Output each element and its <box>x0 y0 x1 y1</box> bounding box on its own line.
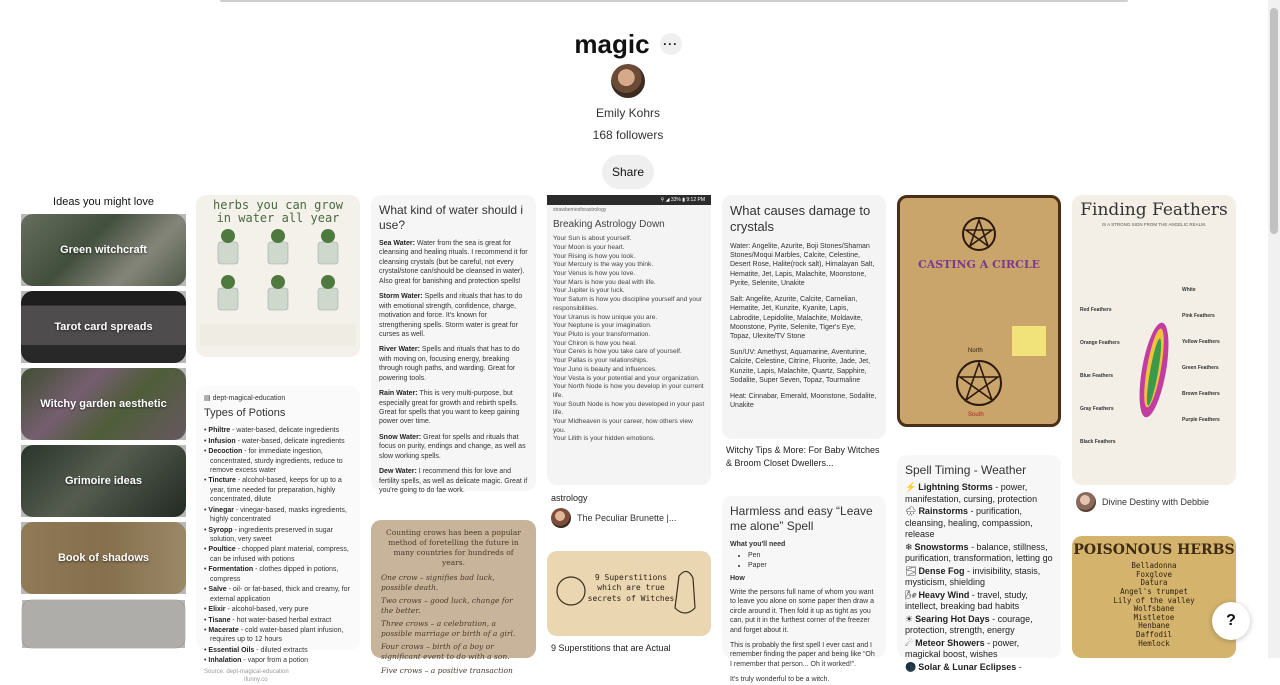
potion-entry <box>204 545 352 564</box>
south-label: South <box>968 412 984 418</box>
pin-caption[interactable]: 9 Superstitions that are Actual <box>551 643 671 653</box>
bullet: • <box>204 427 209 435</box>
pentagram-illustration <box>900 198 1058 424</box>
idea-book-of-shadows[interactable] <box>21 522 186 594</box>
crystal-paragraph: Salt: Angelite, Azurite, Calcite, Carnelian, Hematite, Jet, Kunzite, Kyanite, Lapis, Labrodite, Lepidolite, Malachite, Moldavite, Moonstone, Pyrite, Selenite, Tiger's Eye, Topaz, Ulexite/TV Stone <box>730 295 863 341</box>
weather-list <box>905 482 1053 673</box>
bullet: • <box>204 477 209 485</box>
potion-desc: - clothes dipped in potions, compress <box>210 566 339 583</box>
pin-counting-crows[interactable] <box>371 520 536 675</box>
water-entry <box>379 239 528 286</box>
feather-label: Orange Feathers <box>1080 340 1120 346</box>
water-entry-text: Spells and rituals that has to do with emotional strength, confidence, charge, motivation and force. It's known for strengthening spells. Storm water is great for curses as well. <box>379 293 523 338</box>
water-entry-name: Storm Water: <box>379 293 423 301</box>
pin-title: Breaking Astrology Down <box>553 218 665 230</box>
potion-desc: - alcohol-based, very pure <box>225 606 309 614</box>
bullet: • <box>204 448 209 456</box>
feather-label: White <box>1182 287 1196 293</box>
pin-title: Finding Feathers <box>1080 200 1228 220</box>
more-options-button[interactable]: ··· <box>660 33 682 55</box>
weather-icon: 🌬 <box>905 589 917 600</box>
pin-source: strawberriesforastrology <box>553 207 607 213</box>
idea-green-witchcraft[interactable] <box>21 214 186 286</box>
pin-author[interactable]: Divine Destiny with Debbie <box>1076 492 1209 512</box>
idea-label: Book of shadows <box>57 552 150 564</box>
bullet: • <box>204 566 209 574</box>
potion-name: Macerate <box>208 626 239 634</box>
bullet: • <box>204 526 209 534</box>
potion-desc: - hot water-based herbal extract <box>230 616 332 624</box>
water-entry <box>379 389 528 427</box>
potion-desc: - oil- or fat-based, thick and creamy, for external application <box>210 586 350 603</box>
crow-line: One crow – signifies bad luck, possible death. <box>381 572 495 592</box>
potion-entry <box>204 656 352 665</box>
weather-icon: ❄ <box>905 541 913 552</box>
poison-herb: Belladonna <box>1131 561 1177 570</box>
owner-avatar[interactable] <box>611 64 645 98</box>
poison-herb: Daffodil <box>1135 630 1173 639</box>
water-entry <box>379 433 528 461</box>
weather-entry <box>905 590 1053 613</box>
idea-label: Green witchcraft <box>60 244 147 256</box>
potion-entry <box>204 506 352 525</box>
crows-list <box>381 573 526 676</box>
poison-herb: Mistletoe <box>1133 612 1175 622</box>
potion-name: Essential Oils <box>208 646 255 654</box>
water-entry-name: Snow Water: <box>379 433 422 441</box>
potion-desc: - chopped plant material, compress, can be infused with potions <box>210 546 349 563</box>
poison-herb: Lily of the valley <box>1113 595 1195 605</box>
feather-label: Blue Feathers <box>1080 373 1114 379</box>
potions-list <box>204 426 352 666</box>
astro-line: Your Mars is how you deal with life. <box>553 278 656 286</box>
crow-line: Four crows – birth of a boy or significant event to do with a son. <box>381 642 510 662</box>
pin-footer: Source: dept-magical-education ifunny.co <box>204 668 289 683</box>
followers-count[interactable]: 168 followers <box>592 128 664 142</box>
spell-how-heading: How <box>730 575 745 583</box>
crystal-paragraph: Heat: Cinnabar, Emerald, Moonstone, Sodalite, Unakite <box>730 392 877 410</box>
pin-crystal-damage[interactable] <box>722 195 886 439</box>
astro-line: Your South Node is how you developed in your past life. <box>553 400 705 417</box>
document-icon: ▤ <box>204 395 213 402</box>
weather-desc: - courage, protection, strength, energy <box>905 613 1033 636</box>
poison-herb: Hemlock <box>1138 638 1170 648</box>
potion-name: Philtre <box>208 427 231 435</box>
weather-entry <box>905 614 1053 637</box>
astro-line: Your Jupiter is your luck. <box>553 287 625 295</box>
pin-author[interactable]: The Peculiar Brunette |... <box>551 508 676 528</box>
potion-entry <box>204 426 352 435</box>
feather-label: Purple Feathers <box>1182 417 1220 423</box>
weather-desc: - power, manifestation, cursing, protection <box>905 482 1038 504</box>
weather-icon: 🌑 <box>905 661 917 672</box>
weather-icon: 🌧 <box>905 506 917 517</box>
idea-witchy-garden[interactable] <box>21 368 186 440</box>
weather-icon: ☀ <box>905 613 914 624</box>
potion-desc: - water-based, delicate ingredients <box>230 427 340 435</box>
water-entry-text: This is very multi-purpose, but especially great for growth and rebirth spells. Great for spells that you want to keep gaining power over time. <box>379 390 520 426</box>
north-label: North <box>968 348 983 354</box>
spell-need-item: • Pen <box>748 551 878 560</box>
idea-label: Tarot card spreads <box>54 321 153 333</box>
crystal-paragraph: Water: Angelite, Azurite, Boji Stones/Shaman Stones/Moqui Marbles, Calcite, Celestine, Desert Rose, Halite(rock salt), Himalayan Salt, Hematite, Jet, Lapis, Malachite, Moonstone, Pyrite, Selenite, Unakite <box>730 242 875 288</box>
pin-title: Types of Potions <box>204 407 286 420</box>
astro-line: Your Venus is how you love. <box>553 270 636 278</box>
potion-name: Elixir <box>208 606 226 614</box>
crystal-paragraph: Sun/UV: Amethyst, Aquamarine, Aventurine, Calcite, Celestine, Citrine, Fluorite, Jade, Jet, Kunzite, Lapis, Malachite, Quartz, Sapphire, Sodalite, Super Seven, Topaz, Tourmaline <box>730 348 871 385</box>
potion-name: Poultice <box>208 546 236 554</box>
spell-paragraph: It's truly wonderful to be a witch. <box>730 676 830 684</box>
board-title: magic <box>574 28 650 59</box>
potion-entry <box>204 447 352 475</box>
pin-nine-superstitions[interactable] <box>547 551 711 636</box>
astro-line: Your Midheaven is your career, how others view you. <box>553 418 693 434</box>
potion-desc: - water-based, delicate ingredients <box>235 437 345 445</box>
idea-label: Grimoire ideas <box>64 475 143 487</box>
idea-palm-reading[interactable] <box>21 599 186 649</box>
pin-herbs-in-water[interactable] <box>196 195 360 357</box>
potion-desc: - vapor from a potion <box>241 657 308 665</box>
astro-line: Your Uranus is how unique you are. <box>553 313 658 321</box>
pin-leave-me-alone-spell[interactable] <box>722 496 886 684</box>
potion-entry <box>204 585 352 604</box>
weather-name: Dense Fog <box>918 565 965 576</box>
poison-list <box>1072 562 1236 648</box>
weather-entry <box>905 482 1053 505</box>
astro-line: Your Juno is beauty and influences. <box>553 365 657 373</box>
astro-line: Your Chiron is how you heal. <box>553 339 637 347</box>
potion-entry <box>204 526 352 545</box>
idea-grimoire[interactable] <box>21 445 186 517</box>
water-entry <box>379 292 528 339</box>
pin-finding-feathers[interactable] <box>1072 195 1236 485</box>
idea-tarot-card-spreads[interactable] <box>21 291 186 363</box>
weather-name: Meteor Showers <box>915 637 985 648</box>
feather-label: Green Feathers <box>1182 365 1219 371</box>
potion-desc: - alcohol-based, keeps for up to a year, time needed for preparation, highly concentrated, dilute <box>210 477 342 504</box>
astro-line: Your Rising is how you look. <box>553 252 636 260</box>
weather-name: Searing Hot Days <box>915 613 990 624</box>
pin-subtitle: IS A STRONG SIGN FROM THE ANGELIC REALM. <box>1101 222 1207 227</box>
water-entry-name: Sea Water: <box>379 240 415 247</box>
pin-breaking-astrology[interactable] <box>547 195 711 485</box>
potion-entry <box>204 616 352 625</box>
poison-herb: Foxglove <box>1135 569 1173 579</box>
share-button[interactable]: Share <box>602 155 654 189</box>
author-avatar <box>551 508 571 528</box>
weather-entry <box>905 506 1053 541</box>
pin-types-of-potions[interactable] <box>196 386 360 683</box>
feather-label: Black Feathers <box>1080 439 1116 445</box>
water-entry-text: Spells and rituals that has to do with moving on, focusing energy, breaking through rough paths, and warding. Great for powering tools. <box>379 346 520 382</box>
potion-desc: - diluted extracts <box>254 646 308 654</box>
bullet: • <box>204 437 209 445</box>
water-list <box>379 239 528 496</box>
water-entry-name: Dew Water: <box>379 468 417 476</box>
spell-need-item: • Paper <box>748 561 878 570</box>
herb-jars-illustration <box>196 228 360 348</box>
astro-line: Your Sun is about yourself. <box>553 235 632 243</box>
poison-herb: Henbane <box>1138 621 1170 631</box>
potion-entry <box>204 605 352 614</box>
water-entry <box>379 345 528 383</box>
bullet: • <box>204 646 209 654</box>
ideas-heading: Ideas you might love <box>53 196 154 208</box>
poison-herb: Wolfsbane <box>1133 604 1175 614</box>
crow-line: Two crows – good luck, change for the better. <box>381 595 513 615</box>
scrollbar[interactable] <box>1268 0 1280 658</box>
bullet: • <box>204 616 209 624</box>
crow-line: Five crows – a positive transaction <box>381 665 513 675</box>
weather-name: Heavy Wind <box>918 589 970 600</box>
astro-line: Your Neptune is your imagination. <box>553 322 652 330</box>
feather-label: Gray Feathers <box>1080 406 1114 412</box>
feathers-right-list <box>1182 287 1232 443</box>
potion-desc: - vinegar-based, masks ingredients, highly concentrated <box>210 506 347 524</box>
weather-name: Solar & Lunar Eclipses <box>918 661 1017 672</box>
potion-name: Salve <box>208 586 227 594</box>
pin-title: What causes damage to crystals <box>730 203 871 235</box>
weather-desc: - travel, study, intellect, breaking bad habits <box>905 589 1028 612</box>
pin-poisonous-herbs[interactable] <box>1072 536 1236 658</box>
ideas-panel <box>21 196 186 654</box>
author-avatar <box>1076 492 1096 512</box>
scrollbar-thumb[interactable] <box>1270 8 1278 234</box>
weather-entry <box>905 542 1053 565</box>
water-entry-text: Water from the sea is great for cleansing and healing rituals. I recommend it for cleansing crystals (but be careful, not every crystal/stone can/should be cleansed in water). Also great for banishing and protection spells! <box>379 240 528 285</box>
astro-line: Your Saturn is how you discipline yourself and your responsibilities. <box>553 296 702 312</box>
water-entry-text: Great for spells and rituals that focus on purity, endings and change, as well as slow working spells. <box>379 433 526 460</box>
astro-line: Your Mercury is the way you think. <box>553 261 654 269</box>
potion-entry <box>204 476 352 504</box>
pin-title: Spell Timing - Weather <box>905 463 1027 477</box>
astro-list <box>547 235 711 444</box>
feather-label: Pink Feathers <box>1182 313 1215 319</box>
spell-needs-list <box>730 551 878 570</box>
weather-desc: - balance, stillness, purification, transformation, letting go <box>905 541 1053 564</box>
weather-desc: - invisibility, stasis, mysticism, shielding <box>905 565 1041 588</box>
water-entry-name: River Water: <box>379 346 420 354</box>
potion-entry <box>204 646 352 655</box>
pin-caption[interactable]: Witchy Tips & More: For Baby Witches & Broom Closet Dwellers... <box>726 445 880 468</box>
bullet: • <box>204 586 209 594</box>
idea-label: Witchy garden aesthetic <box>40 398 167 410</box>
spell-paragraph: This is probably the first spell I ever cast and I remember finding the paper and being like “Oh I remember that person... Oh it worked!”. <box>730 641 875 668</box>
pin-title: What kind of water should i use? <box>379 203 524 232</box>
potion-name: Tincture <box>208 477 236 485</box>
weather-icon: ⚡ <box>905 482 917 492</box>
pin-spell-timing-weather[interactable] <box>897 455 1061 672</box>
astro-line: Your North Node is how you develop in your current life. <box>553 383 704 399</box>
astro-line: Your Moon is your heart. <box>553 243 625 251</box>
potion-desc: - for immediate ingestion, concentrated, sturdy ingredients, reduce to remove excess water <box>210 448 343 474</box>
water-entry <box>379 467 528 495</box>
poison-herb: Angel's trumpet <box>1120 586 1188 596</box>
crows-intro: Counting crows has been a popular method of foretelling the future in many countries for hundreds of years. <box>386 528 521 568</box>
potion-name: Decoction <box>208 448 243 456</box>
weather-desc: - <box>1016 661 1022 672</box>
feather-label: Yellow Feathers <box>1182 339 1220 345</box>
spell-paragraph: Write the persons full name of whom you want to leave you alone on some paper then draw a circle around it. Then fold it up as tight as you can, put it in the furthest corner of the freezer and forget about it. <box>730 588 874 634</box>
pin-caption[interactable]: astrology <box>551 493 588 503</box>
pin-title: herbs you can grow in water all year <box>212 198 344 225</box>
pin-title: Harmless and easy “Leave me alone” Spell <box>730 504 873 533</box>
weather-name: Snowstorms <box>914 541 969 552</box>
water-entry-name: Rain Water: <box>379 390 418 398</box>
feathers-left-list <box>1080 307 1136 472</box>
weather-icon: ☄ <box>905 637 914 648</box>
potion-desc: - cold water-based plant infusion, requires up to 12 hours <box>210 626 344 644</box>
astro-line: Your Vesta is your potential and your organization. <box>553 374 700 382</box>
weather-icon: 🌫 <box>905 565 917 576</box>
feather-label: Brown Feathers <box>1182 391 1220 397</box>
bullet: • <box>204 506 209 514</box>
potion-entry <box>204 437 352 446</box>
weather-desc: - power, magickal boost, wishes <box>905 637 1020 660</box>
potion-name: Syropp <box>208 526 233 534</box>
pin-casting-a-circle[interactable] <box>897 195 1061 427</box>
poison-herb: Datura <box>1140 578 1168 588</box>
astro-line: Your Pallas is your relationships. <box>553 357 649 365</box>
potion-name: Vinegar <box>208 506 234 514</box>
potion-desc: - ingredients preserved in sugar solution, very sweet <box>210 526 333 543</box>
bullet: • <box>204 546 209 554</box>
feather-label: Red Feathers <box>1080 307 1112 313</box>
owner-name[interactable]: Emily Kohrs <box>595 106 660 120</box>
bullet: • <box>204 606 209 614</box>
potion-entry <box>204 626 352 645</box>
pin-title: CASTING A CIRCLE <box>917 258 1041 271</box>
pin-title: POISONOUS HERBS <box>1073 542 1235 558</box>
phone-status-bar: ⚲ ◢ 33% ▮ 9:12 PM <box>547 195 711 205</box>
potion-name: Formentation <box>208 566 254 574</box>
potion-entry <box>204 565 352 584</box>
pin-water-types[interactable] <box>371 195 536 495</box>
astro-line: Your Lilith is your hidden emotions. <box>553 435 656 443</box>
weather-name: Lightning Storms <box>918 482 993 492</box>
water-entry-text: I recommend this for love and fertility spells, as well as delicate magic. Great if you're going to do fae work. <box>379 468 528 495</box>
help-button[interactable]: ? <box>1212 602 1250 640</box>
bullet: • <box>204 657 209 665</box>
potion-name: Infusion <box>208 437 236 445</box>
pin-source: ▤ dept-magical-education <box>204 395 286 402</box>
spell-need-heading: What you'll need <box>730 541 786 548</box>
weather-entry <box>905 566 1053 589</box>
crystal-list <box>730 242 878 411</box>
weather-name: Rainstorms <box>918 506 968 517</box>
astro-line: Your Ceres is how you take care of yourself. <box>553 348 682 356</box>
board-header <box>0 24 1256 189</box>
potion-name: Inhalation <box>208 657 242 665</box>
weather-entry <box>905 662 1053 674</box>
astro-line: Your Pluto is your transformation. <box>553 330 651 338</box>
potion-name: Tisane <box>208 616 231 624</box>
bullet: • <box>204 626 209 634</box>
weather-entry <box>905 638 1053 661</box>
crow-line: Three crows – a celebration, a possible marriage or birth of a girl. <box>381 619 516 639</box>
weather-desc: - purification, cleansing, healing, compassion, release <box>905 506 1033 540</box>
pin-title: 9 Superstitions which are true secrets of Witches <box>587 573 675 603</box>
top-divider <box>220 0 1128 2</box>
